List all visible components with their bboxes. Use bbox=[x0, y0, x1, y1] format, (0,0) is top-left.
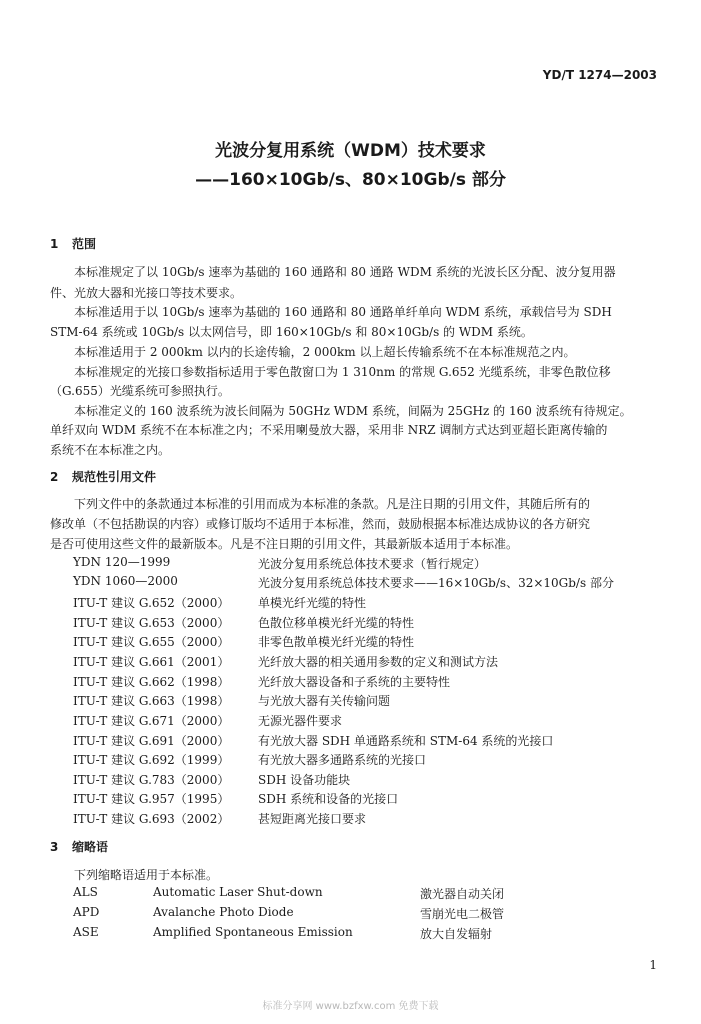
document-code: YD/T 1274—2003 bbox=[542, 68, 657, 82]
page-number: 1 bbox=[649, 958, 657, 972]
reference-code: ITU-T 建议 G.663（1998） bbox=[73, 694, 230, 708]
reference-code: ITU-T 建议 G.653（2000） bbox=[73, 616, 230, 630]
abbreviation-chinese: 雪崩光电二极管 bbox=[420, 907, 505, 921]
reference-title: 甚短距离光接口要求 bbox=[258, 812, 367, 826]
section-3-heading bbox=[50, 838, 108, 855]
paragraph-line: 是否可使用这些文件的最新版本。凡是不注日期的引用文件，其最新版本适用于本标准。 bbox=[50, 537, 519, 551]
reference-code: ITU-T 建议 G.652（2000） bbox=[73, 596, 230, 610]
section-number: 3 bbox=[50, 840, 59, 854]
abbreviation-english: Automatic Laser Shut-down bbox=[153, 885, 323, 899]
reference-title: 光纤放大器设备和子系统的主要特性 bbox=[258, 675, 451, 689]
reference-title: SDH 系统和设备的光接口 bbox=[258, 792, 399, 806]
reference-title: 单模光纤光缆的特性 bbox=[258, 596, 367, 610]
reference-title: 光波分复用系统总体技术要求——16×10Gb/s、32×10Gb/s 部分 bbox=[258, 576, 614, 590]
paragraph-line: 本标准规定了以 10Gb/s 速率为基础的 160 通路和 80 通路 WDM 系统的光波长区分配、波分复用器 bbox=[50, 265, 616, 279]
reference-title: 非零色散单模光纤光缆的特性 bbox=[258, 635, 415, 649]
section-title: 缩略语 bbox=[72, 840, 109, 854]
paragraph-line: 下列文件中的条款通过本标准的引用而成为本标准的条款。凡是注日期的引用文件，其随后所有的 bbox=[50, 497, 591, 511]
paragraph-line: 本标准规定的光接口参数指标适用于零色散窗口为 1 310nm 的常规 G.652 光缆系统，非零色散位移 bbox=[50, 365, 611, 379]
section-title: 规范性引用文件 bbox=[72, 470, 157, 484]
paragraph-line: 本标准适用于 2 000km 以内的长途传输，2 000km 以上超长传输系统不在本标准规范之内。 bbox=[50, 345, 576, 359]
reference-title: 与光放大器有关传输问题 bbox=[258, 694, 391, 708]
paragraph-line: 单纤双向 WDM 系统不在本标准之内；不采用喇曼放大器，采用非 NRZ 调制方式达到亚超长距离传输的 bbox=[50, 423, 608, 437]
paragraph-line: 系统不在本标准之内。 bbox=[50, 443, 171, 457]
reference-code: ITU-T 建议 G.957（1995） bbox=[73, 792, 230, 806]
title-line-2: ——160×10Gb/s、80×10Gb/s 部分 bbox=[195, 170, 506, 190]
paragraph-line: 件、光放大器和光接口等技术要求。 bbox=[50, 286, 243, 300]
abbreviation-code: ALS bbox=[73, 885, 98, 899]
title-line-1: 光波分复用系统（WDM）技术要求 bbox=[215, 141, 486, 161]
section-number: 1 bbox=[50, 237, 59, 251]
abbreviation-english: Amplified Spontaneous Emission bbox=[153, 925, 353, 939]
paragraph-line: （G.655）光缆系统可参照执行。 bbox=[50, 384, 230, 398]
reference-title: 色散位移单模光纤光缆的特性 bbox=[258, 616, 415, 630]
reference-code: ITU-T 建议 G.691（2000） bbox=[73, 734, 230, 748]
paragraph-line: STM-64 系统或 10Gb/s 以太网信号，即 160×10Gb/s 和 80×10Gb/s 的 WDM 系统。 bbox=[50, 325, 533, 339]
reference-code: ITU-T 建议 G.661（2001） bbox=[73, 655, 230, 669]
abbreviation-english: Avalanche Photo Diode bbox=[153, 905, 294, 919]
paragraph-line: 下列缩略语适用于本标准。 bbox=[50, 868, 219, 882]
reference-code: YDN 1060—2000 bbox=[73, 574, 178, 588]
paragraph-line: 本标准定义的 160 波系统为波长间隔为 50GHz WDM 系统，间隔为 25GHz 的 160 波系统有待规定。 bbox=[50, 404, 632, 418]
section-title: 范围 bbox=[72, 237, 97, 251]
reference-code: ITU-T 建议 G.655（2000） bbox=[73, 635, 230, 649]
reference-title: 有光放大器 SDH 单通路系统和 STM-64 系统的光接口 bbox=[258, 734, 554, 748]
paragraph-line: 修改单（不包括勘误的内容）或修订版均不适用于本标准，然而，鼓励根据本标准达成协议的各方研究 bbox=[50, 517, 591, 531]
reference-code: ITU-T 建议 G.692（1999） bbox=[73, 753, 230, 767]
reference-code: YDN 120—1999 bbox=[73, 555, 171, 569]
reference-title: 有光放大器多通路系统的光接口 bbox=[258, 753, 427, 767]
reference-code: ITU-T 建议 G.693（2002） bbox=[73, 812, 230, 826]
watermark: 标准分享网 www.bzfxw.com 免费下载 bbox=[262, 1001, 439, 1012]
section-2-heading bbox=[50, 468, 156, 485]
reference-title: 光纤放大器的相关通用参数的定义和测试方法 bbox=[258, 655, 499, 669]
reference-code: ITU-T 建议 G.671（2000） bbox=[73, 714, 230, 728]
abbreviation-chinese: 放大自发辐射 bbox=[420, 927, 493, 941]
reference-code: ITU-T 建议 G.783（2000） bbox=[73, 773, 230, 787]
abbreviation-chinese: 激光器自动关闭 bbox=[420, 887, 505, 901]
section-number: 2 bbox=[50, 470, 59, 484]
paragraph-line: 本标准适用于以 10Gb/s 速率为基础的 160 通路和 80 通路单纤单向 WDM 系统，承载信号为 SDH bbox=[50, 305, 612, 319]
reference-code: ITU-T 建议 G.662（1998） bbox=[73, 675, 230, 689]
abbreviation-code: APD bbox=[73, 905, 100, 919]
abbreviation-code: ASE bbox=[73, 925, 99, 939]
reference-title: SDH 设备功能块 bbox=[258, 773, 351, 787]
reference-title: 光波分复用系统总体技术要求（暂行规定） bbox=[258, 557, 487, 571]
section-1-heading bbox=[50, 235, 96, 252]
reference-title: 无源光器件要求 bbox=[258, 714, 343, 728]
